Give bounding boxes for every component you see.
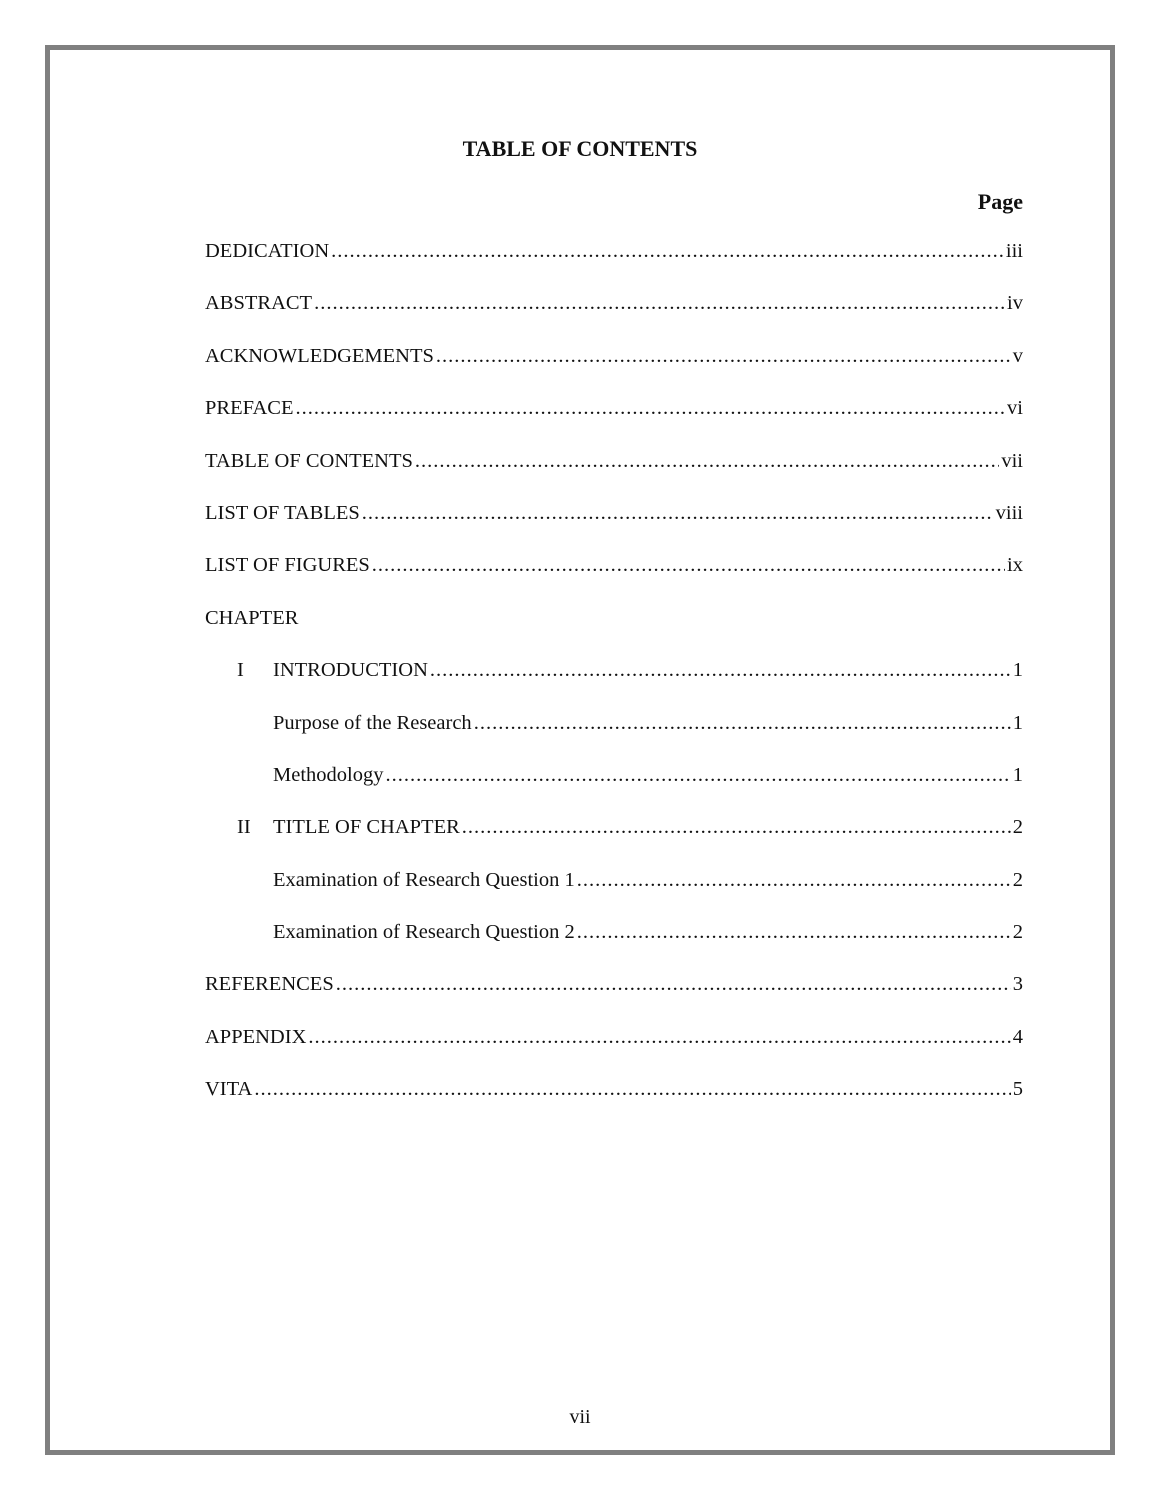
leader-dots <box>254 1078 1010 1101</box>
toc-label: TABLE OF CONTENTS <box>205 449 413 472</box>
toc-entry-dedication[interactable] <box>205 240 1023 292</box>
toc-page: 5 <box>1012 1078 1023 1101</box>
toc-page: 1 <box>1012 711 1023 734</box>
leader-dots <box>314 292 1005 315</box>
toc-label: ACKNOWLEDGEMENTS <box>205 344 434 367</box>
toc-label: Purpose of the Research <box>273 711 472 734</box>
leader-dots <box>385 764 1010 787</box>
leader-dots <box>415 450 999 473</box>
toc-entry-appendix[interactable] <box>205 1026 1023 1078</box>
toc-page: ix <box>1007 554 1023 577</box>
toc-page: vii <box>1001 449 1023 472</box>
toc-page: 3 <box>1012 973 1023 996</box>
toc-page: viii <box>995 501 1023 524</box>
toc-label: DEDICATION <box>205 240 330 262</box>
leader-dots <box>295 397 1005 420</box>
toc-label: LIST OF TABLES <box>205 501 360 524</box>
toc-entry-introduction[interactable] <box>205 659 1023 711</box>
toc-label: VITA <box>205 1078 253 1101</box>
toc-entry-table-of-contents[interactable] <box>205 450 1023 502</box>
leader-dots <box>372 554 1005 577</box>
toc-page: 4 <box>1012 1025 1023 1048</box>
toc-entry-research-question-1[interactable] <box>205 869 1023 921</box>
toc-heading-chapter <box>205 607 1023 659</box>
toc-label: CHAPTER <box>205 606 299 629</box>
toc-page: iv <box>1007 292 1023 315</box>
toc-page: 2 <box>1012 921 1023 944</box>
toc-entry-vita[interactable] <box>205 1078 1023 1130</box>
toc-label: TITLE OF CHAPTER <box>273 816 460 839</box>
toc-label: LIST OF FIGURES <box>205 554 370 577</box>
toc-entry-preface[interactable] <box>205 397 1023 449</box>
leader-dots <box>331 240 1004 263</box>
toc-label: ABSTRACT <box>205 292 313 315</box>
toc-entry-references[interactable] <box>205 973 1023 1025</box>
leader-dots <box>430 659 1011 682</box>
page-number-footer: vii <box>569 1406 591 1428</box>
leader-dots <box>362 502 994 525</box>
toc-entry-purpose[interactable] <box>205 712 1023 764</box>
toc-label: REFERENCES <box>205 973 334 996</box>
toc-entry-list-of-tables[interactable] <box>205 502 1023 554</box>
page-title: TABLE OF CONTENTS <box>462 136 698 161</box>
toc-label: Examination of Research Question 2 <box>273 921 575 944</box>
leader-dots <box>577 921 1011 944</box>
toc-entry-abstract[interactable] <box>205 292 1023 344</box>
toc-page: v <box>1012 344 1023 367</box>
leader-dots <box>462 816 1011 839</box>
toc-label: PREFACE <box>205 397 294 420</box>
toc-label: Methodology <box>273 763 384 786</box>
toc-label: INTRODUCTION <box>273 659 428 682</box>
page-column-header: Page <box>977 189 1023 214</box>
chapter-number: I <box>237 659 244 682</box>
toc-page: vi <box>1007 397 1023 420</box>
toc-entry-research-question-2[interactable] <box>205 921 1023 973</box>
toc-label: Examination of Research Question 1 <box>273 868 575 891</box>
toc-entry-title-of-chapter[interactable] <box>205 816 1023 868</box>
leader-dots <box>336 973 1011 996</box>
toc-page: 1 <box>1012 763 1023 786</box>
toc-label: APPENDIX <box>205 1025 307 1048</box>
toc-entry-list-of-figures[interactable] <box>205 554 1023 606</box>
leader-dots <box>308 1026 1010 1049</box>
toc-page: 2 <box>1012 868 1023 891</box>
toc-page: 1 <box>1012 659 1023 682</box>
toc-entry-acknowledgements[interactable] <box>205 345 1023 397</box>
leader-dots <box>577 869 1011 892</box>
toc-page: 2 <box>1012 816 1023 839</box>
chapter-number: II <box>237 816 251 839</box>
toc-page: iii <box>1005 240 1023 262</box>
toc-entry-methodology[interactable] <box>205 764 1023 816</box>
leader-dots <box>474 712 1011 735</box>
leader-dots <box>436 345 1011 368</box>
toc-list <box>205 240 1023 1131</box>
